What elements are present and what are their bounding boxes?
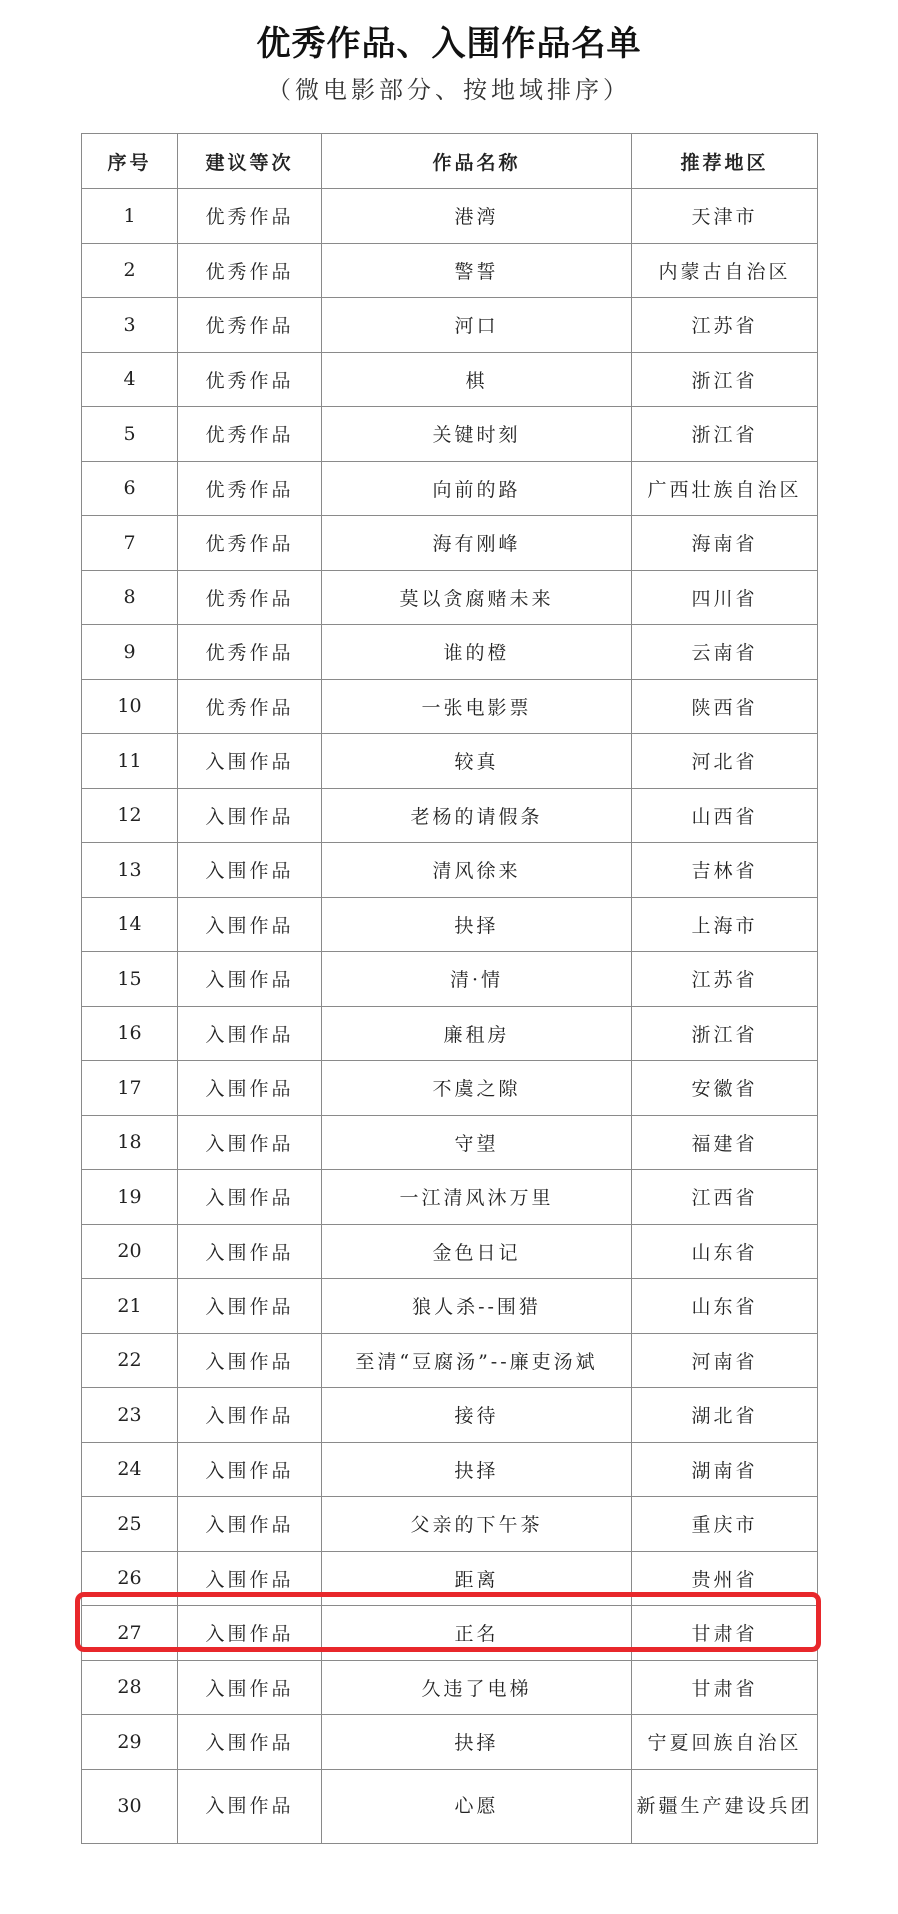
row-level: 入围作品 bbox=[178, 788, 322, 843]
row-number: 8 bbox=[82, 570, 178, 625]
row-level: 优秀作品 bbox=[178, 189, 322, 244]
row-region: 上海市 bbox=[632, 897, 818, 952]
row-work-title: 距离 bbox=[322, 1551, 632, 1606]
row-work-title: 莫以贪腐赌未来 bbox=[322, 570, 632, 625]
row-level: 优秀作品 bbox=[178, 298, 322, 353]
table-row bbox=[82, 407, 818, 462]
row-level: 入围作品 bbox=[178, 952, 322, 1007]
row-number: 3 bbox=[82, 298, 178, 353]
row-work-title: 向前的路 bbox=[322, 461, 632, 516]
table-row bbox=[82, 1715, 818, 1770]
table-row bbox=[82, 1388, 818, 1443]
table-row bbox=[82, 352, 818, 407]
row-region: 云南省 bbox=[632, 625, 818, 680]
row-level: 入围作品 bbox=[178, 1551, 322, 1606]
row-level: 入围作品 bbox=[178, 1115, 322, 1170]
row-region: 陕西省 bbox=[632, 679, 818, 734]
row-number: 18 bbox=[82, 1115, 178, 1170]
table-row bbox=[82, 625, 818, 680]
row-region: 甘肃省 bbox=[632, 1660, 818, 1715]
row-number: 26 bbox=[82, 1551, 178, 1606]
row-region: 浙江省 bbox=[632, 352, 818, 407]
table-row bbox=[82, 1279, 818, 1334]
row-region: 山东省 bbox=[632, 1279, 818, 1334]
row-level: 入围作品 bbox=[178, 1442, 322, 1497]
row-region: 山西省 bbox=[632, 788, 818, 843]
table-row bbox=[82, 1006, 818, 1061]
table-row bbox=[82, 1224, 818, 1279]
header-region: 推荐地区 bbox=[632, 134, 818, 189]
table-row bbox=[82, 461, 818, 516]
row-work-title: 金色日记 bbox=[322, 1224, 632, 1279]
row-work-title: 谁的橙 bbox=[322, 625, 632, 680]
row-work-title: 警誓 bbox=[322, 243, 632, 298]
row-level: 优秀作品 bbox=[178, 461, 322, 516]
table-row bbox=[82, 189, 818, 244]
row-work-title: 港湾 bbox=[322, 189, 632, 244]
table-row bbox=[82, 1333, 818, 1388]
row-work-title: 不虞之隙 bbox=[322, 1061, 632, 1116]
row-region: 山东省 bbox=[632, 1224, 818, 1279]
row-number: 25 bbox=[82, 1497, 178, 1552]
row-region: 浙江省 bbox=[632, 407, 818, 462]
table-row bbox=[82, 843, 818, 898]
table-row bbox=[82, 1769, 818, 1843]
row-number: 29 bbox=[82, 1715, 178, 1770]
table-row bbox=[82, 1660, 818, 1715]
row-work-title: 抉择 bbox=[322, 1442, 632, 1497]
table-row bbox=[82, 1061, 818, 1116]
row-number: 2 bbox=[82, 243, 178, 298]
row-region: 新疆生产建设兵团 bbox=[632, 1769, 818, 1843]
row-number: 14 bbox=[82, 897, 178, 952]
row-number: 20 bbox=[82, 1224, 178, 1279]
row-region: 宁夏回族自治区 bbox=[632, 1715, 818, 1770]
row-work-title: 守望 bbox=[322, 1115, 632, 1170]
row-number: 23 bbox=[82, 1388, 178, 1443]
row-level: 优秀作品 bbox=[178, 352, 322, 407]
header-work-title: 作品名称 bbox=[322, 134, 632, 189]
table-row bbox=[82, 243, 818, 298]
row-number: 28 bbox=[82, 1660, 178, 1715]
row-level: 入围作品 bbox=[178, 1497, 322, 1552]
row-region: 四川省 bbox=[632, 570, 818, 625]
row-region: 湖北省 bbox=[632, 1388, 818, 1443]
row-level: 优秀作品 bbox=[178, 243, 322, 298]
row-number: 13 bbox=[82, 843, 178, 898]
row-work-title: 接待 bbox=[322, 1388, 632, 1443]
row-work-title: 正名 bbox=[322, 1606, 632, 1661]
row-region: 吉林省 bbox=[632, 843, 818, 898]
row-work-title: 清·情 bbox=[322, 952, 632, 1007]
row-number: 16 bbox=[82, 1006, 178, 1061]
row-level: 入围作品 bbox=[178, 1170, 322, 1225]
row-work-title: 抉择 bbox=[322, 1715, 632, 1770]
table-row bbox=[82, 1551, 818, 1606]
row-region: 重庆市 bbox=[632, 1497, 818, 1552]
table-row bbox=[82, 788, 818, 843]
row-level: 优秀作品 bbox=[178, 679, 322, 734]
row-level: 入围作品 bbox=[178, 843, 322, 898]
row-level: 优秀作品 bbox=[178, 570, 322, 625]
row-region: 江西省 bbox=[632, 1170, 818, 1225]
table-row bbox=[82, 516, 818, 571]
row-region: 福建省 bbox=[632, 1115, 818, 1170]
row-region: 河南省 bbox=[632, 1333, 818, 1388]
header-number: 序号 bbox=[82, 134, 178, 189]
row-number: 24 bbox=[82, 1442, 178, 1497]
table-row bbox=[82, 679, 818, 734]
works-table bbox=[81, 133, 818, 1844]
row-level: 入围作品 bbox=[178, 1006, 322, 1061]
row-number: 30 bbox=[82, 1769, 178, 1843]
row-region: 安徽省 bbox=[632, 1061, 818, 1116]
row-number: 21 bbox=[82, 1279, 178, 1334]
row-work-title: 廉租房 bbox=[322, 1006, 632, 1061]
table-row bbox=[82, 1170, 818, 1225]
row-work-title: 抉择 bbox=[322, 897, 632, 952]
row-level: 入围作品 bbox=[178, 734, 322, 789]
row-number: 10 bbox=[82, 679, 178, 734]
row-work-title: 狼人杀--围猎 bbox=[322, 1279, 632, 1334]
row-number: 5 bbox=[82, 407, 178, 462]
document-subtitle: （微电影部分、按地域排序） bbox=[267, 76, 631, 104]
row-number: 12 bbox=[82, 788, 178, 843]
row-number: 19 bbox=[82, 1170, 178, 1225]
row-region: 江苏省 bbox=[632, 952, 818, 1007]
row-level: 入围作品 bbox=[178, 1388, 322, 1443]
row-region: 贵州省 bbox=[632, 1551, 818, 1606]
row-work-title: 海有刚峰 bbox=[322, 516, 632, 571]
table-row bbox=[82, 1606, 818, 1661]
row-level: 优秀作品 bbox=[178, 407, 322, 462]
row-number: 4 bbox=[82, 352, 178, 407]
row-region: 江苏省 bbox=[632, 298, 818, 353]
row-work-title: 一张电影票 bbox=[322, 679, 632, 734]
row-region: 海南省 bbox=[632, 516, 818, 571]
row-region: 内蒙古自治区 bbox=[632, 243, 818, 298]
row-region: 广西壮族自治区 bbox=[632, 461, 818, 516]
row-level: 入围作品 bbox=[178, 1715, 322, 1770]
row-work-title: 棋 bbox=[322, 352, 632, 407]
row-work-title: 一江清风沐万里 bbox=[322, 1170, 632, 1225]
row-work-title: 至清“豆腐汤”--廉吏汤斌 bbox=[322, 1333, 632, 1388]
row-work-title: 较真 bbox=[322, 734, 632, 789]
row-work-title: 老杨的请假条 bbox=[322, 788, 632, 843]
row-region: 湖南省 bbox=[632, 1442, 818, 1497]
row-number: 7 bbox=[82, 516, 178, 571]
row-number: 6 bbox=[82, 461, 178, 516]
row-work-title: 河口 bbox=[322, 298, 632, 353]
row-level: 入围作品 bbox=[178, 897, 322, 952]
row-level: 入围作品 bbox=[178, 1606, 322, 1661]
table-row bbox=[82, 734, 818, 789]
row-region: 甘肃省 bbox=[632, 1606, 818, 1661]
row-work-title: 久违了电梯 bbox=[322, 1660, 632, 1715]
table-row bbox=[82, 952, 818, 1007]
table-row bbox=[82, 1497, 818, 1552]
row-number: 22 bbox=[82, 1333, 178, 1388]
header-level: 建议等次 bbox=[178, 134, 322, 189]
row-number: 15 bbox=[82, 952, 178, 1007]
table-row bbox=[82, 897, 818, 952]
row-work-title: 父亲的下午茶 bbox=[322, 1497, 632, 1552]
table-row bbox=[82, 298, 818, 353]
row-number: 27 bbox=[82, 1606, 178, 1661]
table-row bbox=[82, 1115, 818, 1170]
row-number: 11 bbox=[82, 734, 178, 789]
row-level: 入围作品 bbox=[178, 1769, 322, 1843]
row-level: 优秀作品 bbox=[178, 516, 322, 571]
row-level: 入围作品 bbox=[178, 1660, 322, 1715]
row-number: 1 bbox=[82, 189, 178, 244]
row-region: 河北省 bbox=[632, 734, 818, 789]
row-work-title: 清风徐来 bbox=[322, 843, 632, 898]
document-title: 优秀作品、入围作品名单 bbox=[256, 24, 642, 64]
row-level: 入围作品 bbox=[178, 1279, 322, 1334]
table-header-row bbox=[82, 134, 818, 189]
row-work-title: 关键时刻 bbox=[322, 407, 632, 462]
table-body bbox=[82, 189, 818, 1844]
row-level: 入围作品 bbox=[178, 1224, 322, 1279]
row-region: 天津市 bbox=[632, 189, 818, 244]
row-work-title: 心愿 bbox=[322, 1769, 632, 1843]
row-level: 优秀作品 bbox=[178, 625, 322, 680]
table-row bbox=[82, 570, 818, 625]
row-number: 9 bbox=[82, 625, 178, 680]
row-level: 入围作品 bbox=[178, 1061, 322, 1116]
row-region: 浙江省 bbox=[632, 1006, 818, 1061]
table-row bbox=[82, 1442, 818, 1497]
row-level: 入围作品 bbox=[178, 1333, 322, 1388]
row-number: 17 bbox=[82, 1061, 178, 1116]
